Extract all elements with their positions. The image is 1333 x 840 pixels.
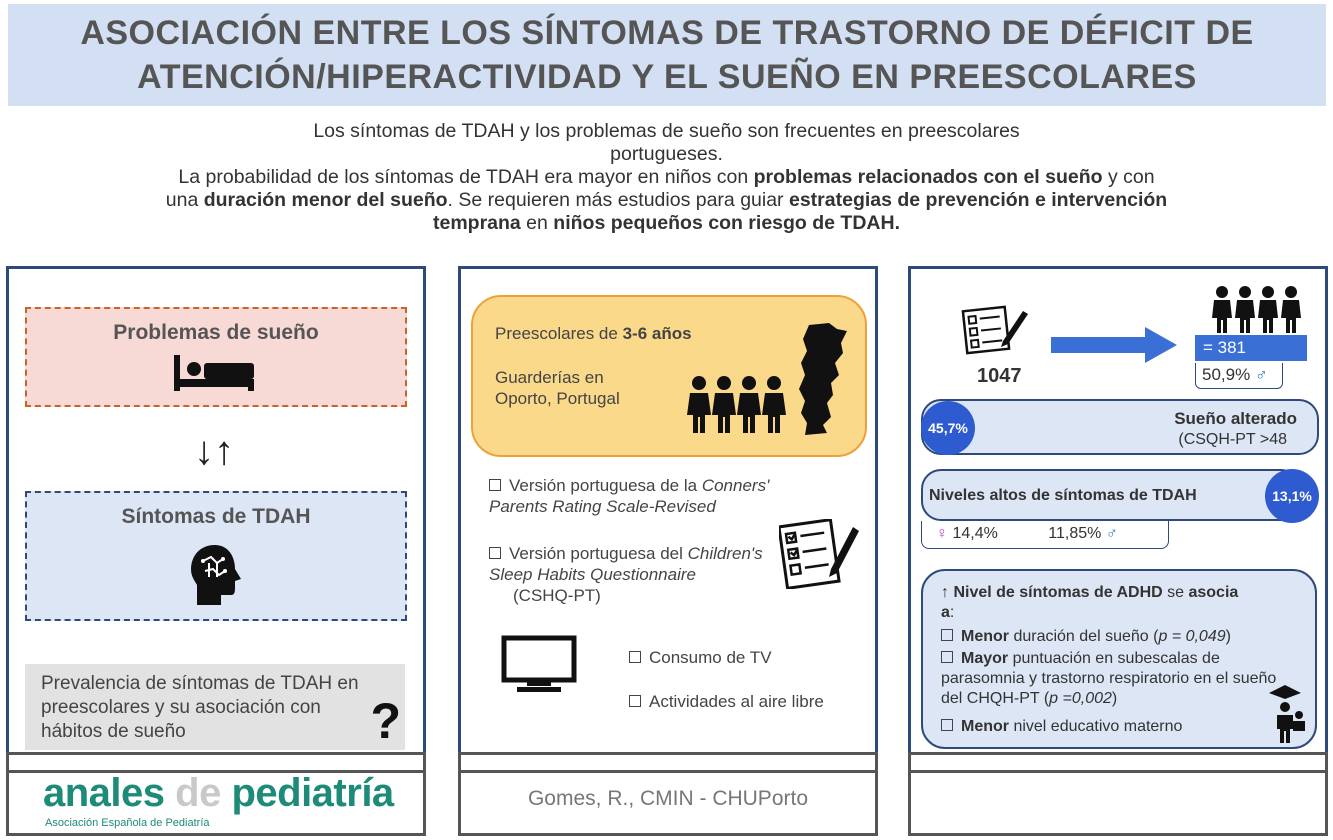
summary-text bbox=[60, 120, 1273, 235]
altered-sleep-criterion: (CSQH-PT >48 bbox=[1178, 431, 1287, 448]
i1-p: p = 0,049 bbox=[1158, 628, 1226, 645]
sleep-problems-box bbox=[25, 307, 407, 407]
male-percent: 50,9% bbox=[1202, 365, 1251, 384]
checkbox-icon bbox=[941, 719, 953, 731]
assoc-item-3 bbox=[941, 717, 1261, 737]
title-line-2: ATENCIÓN/HIPERACTIVIDAD Y EL SUEÑO EN PREESCOLARES bbox=[137, 58, 1197, 96]
footer-middle-strip bbox=[461, 755, 875, 773]
sample-total: 1047 bbox=[977, 365, 1022, 387]
assoc-item-2 bbox=[941, 649, 1281, 709]
outdoor-activities bbox=[629, 691, 824, 712]
summary-l3-a: La probabilidad de los síntomas de TDAH era mayor en niños con bbox=[178, 166, 754, 188]
tv-consumption bbox=[629, 647, 772, 668]
checkbox-icon bbox=[629, 651, 641, 663]
altered-sleep-pill bbox=[921, 399, 1319, 455]
q2-prefix: Versión portuguesa del bbox=[509, 544, 688, 563]
tdah-high-pill bbox=[921, 469, 1301, 521]
checkbox-icon bbox=[629, 695, 641, 707]
tdah-high-label: Niveles altos de síntomas de TDAH bbox=[929, 487, 1197, 504]
credit-text: Gomes, R., CMIN - CHUPorto bbox=[527, 787, 809, 810]
children-group-icon bbox=[1211, 285, 1301, 333]
i2-text: puntuación en subescalas de parasomnia y trastorno respiratorio en el sueño del CHQH-PT ( bbox=[941, 650, 1277, 707]
summary-l4-bold2: estrategias de prevención e intervención bbox=[788, 189, 1168, 211]
title-line-1: ASOCIACIÓN ENTRE LOS SÍNTOMAS DE TRASTORNO DE DÉFICIT DE bbox=[80, 14, 1254, 52]
summary-l5-b: en bbox=[520, 212, 554, 234]
q1-italic: Conners' Parents Rating Scale-Revised bbox=[489, 476, 770, 516]
checklist-pencil-icon bbox=[779, 519, 859, 589]
male-symbol-icon: ♂ bbox=[1105, 525, 1118, 542]
mother-child-icon bbox=[1265, 683, 1309, 743]
questionnaire-conners bbox=[489, 475, 829, 517]
tdah-by-sex bbox=[921, 521, 1169, 549]
footer-middle bbox=[458, 752, 878, 836]
summary-line-3 bbox=[60, 166, 1273, 189]
middle-panel bbox=[458, 266, 878, 769]
tdah-high-percent: 13,1% bbox=[1265, 469, 1319, 523]
q2-italic: Children's Sleep Habits Questionnaire bbox=[489, 544, 763, 584]
summary-l3-c: y con bbox=[1102, 166, 1155, 188]
age-range-text bbox=[495, 323, 692, 344]
brain-head-icon bbox=[187, 543, 243, 607]
assoc-a: ↑ Nivel de síntomas de ADHD bbox=[941, 584, 1163, 601]
age-prefix: Preescolares de bbox=[495, 324, 623, 343]
altered-sleep-percent: 45,7% bbox=[921, 401, 975, 455]
association-heading bbox=[941, 583, 1301, 623]
i1-close: ) bbox=[1225, 628, 1231, 645]
sample-final: = 381 bbox=[1195, 335, 1307, 361]
population-box bbox=[471, 295, 867, 457]
journal-logo bbox=[43, 771, 394, 816]
footer-left bbox=[6, 752, 426, 836]
i2-close: ) bbox=[1111, 690, 1118, 707]
tv-icon bbox=[501, 635, 577, 693]
male-percent-box bbox=[1195, 363, 1283, 389]
i3-bold: Menor bbox=[961, 718, 1009, 735]
i3-text: nivel educativo materno bbox=[1009, 718, 1183, 735]
summary-l4-bold1: duración menor del sueño bbox=[203, 189, 448, 211]
footer-right bbox=[908, 752, 1328, 836]
summary-l5-bold2: niños pequeños con riesgo de TDAH. bbox=[553, 212, 900, 234]
assoc-b: se bbox=[1162, 584, 1189, 601]
outdoor-label: Actividades al aire libre bbox=[649, 692, 824, 711]
title-banner bbox=[8, 4, 1326, 106]
question-mark-icon: ? bbox=[370, 693, 401, 749]
tdah-symptoms-title: Síntomas de TDAH bbox=[121, 505, 311, 528]
summary-l4-c: . Se requieren más estudios para guiar bbox=[447, 189, 789, 211]
checkbox-icon bbox=[489, 547, 501, 559]
checkbox-icon bbox=[489, 479, 501, 491]
assoc-d: a bbox=[941, 604, 950, 621]
location-text: Guarderías en Oporto, Portugal bbox=[495, 368, 620, 408]
assoc-c: asocia bbox=[1188, 584, 1239, 601]
male-symbol-icon: ♂ bbox=[1254, 365, 1268, 384]
tdah-symptoms-box bbox=[25, 491, 407, 621]
i1-text: duración del sueño ( bbox=[1009, 628, 1159, 645]
female-tdah-percent: 14,4% bbox=[952, 525, 998, 542]
checkbox-icon bbox=[941, 629, 953, 641]
journal-logo-subtitle: Asociación Española de Pediatría bbox=[45, 817, 210, 829]
left-panel bbox=[6, 266, 426, 769]
summary-l3-bold: problemas relacionados con el sueño bbox=[753, 166, 1103, 188]
q1-prefix: Versión portuguesa de la bbox=[509, 476, 702, 495]
bed-icon bbox=[172, 353, 256, 393]
footer-right-strip bbox=[911, 755, 1325, 773]
children-group-icon bbox=[687, 375, 787, 433]
summary-line-2: portugueses. bbox=[610, 143, 723, 165]
female-symbol-icon: ♀ bbox=[936, 525, 948, 542]
i2-bold: Mayor bbox=[961, 650, 1009, 667]
summary-l4-a: una bbox=[165, 189, 204, 211]
prevalence-text: Prevalencia de síntomas de TDAH en preescolares y su asociación con hábitos de sueño bbox=[41, 673, 359, 742]
q2-suffix: (CSHQ-PT) bbox=[513, 586, 601, 605]
prevalence-box bbox=[25, 664, 405, 750]
assoc-e: : bbox=[949, 604, 955, 621]
logo-part-b: de bbox=[175, 771, 232, 815]
logo-part-c: pediatría bbox=[231, 771, 394, 815]
tv-label: Consumo de TV bbox=[649, 648, 772, 667]
summary-l5-bold1: temprana bbox=[432, 212, 521, 234]
checkbox-icon bbox=[941, 651, 953, 663]
arrow-right-icon bbox=[1051, 327, 1177, 363]
age-bold: 3-6 años bbox=[622, 324, 692, 343]
male-tdah-percent: 11,85% bbox=[1048, 525, 1102, 542]
portugal-map-icon bbox=[797, 323, 853, 435]
checklist-pencil-icon bbox=[961, 305, 1031, 355]
summary-line-1: Los síntomas de TDAH y los problemas de sueño son frecuentes en preescolares bbox=[313, 120, 1020, 142]
logo-part-a: anales bbox=[43, 771, 176, 815]
i2-p: p =0,002 bbox=[1049, 690, 1112, 707]
altered-sleep-label: Sueño alterado bbox=[1174, 409, 1297, 428]
summary-line-4 bbox=[60, 189, 1273, 212]
bidirectional-arrows-icon: ↓↑ bbox=[194, 429, 234, 473]
right-panel bbox=[908, 266, 1328, 769]
questionnaire-cshq bbox=[489, 543, 789, 606]
association-box bbox=[921, 569, 1317, 749]
assoc-item-1 bbox=[941, 627, 1301, 647]
i1-bold: Menor bbox=[961, 628, 1009, 645]
sleep-problems-title: Problemas de sueño bbox=[113, 321, 319, 344]
summary-line-5 bbox=[60, 212, 1273, 235]
